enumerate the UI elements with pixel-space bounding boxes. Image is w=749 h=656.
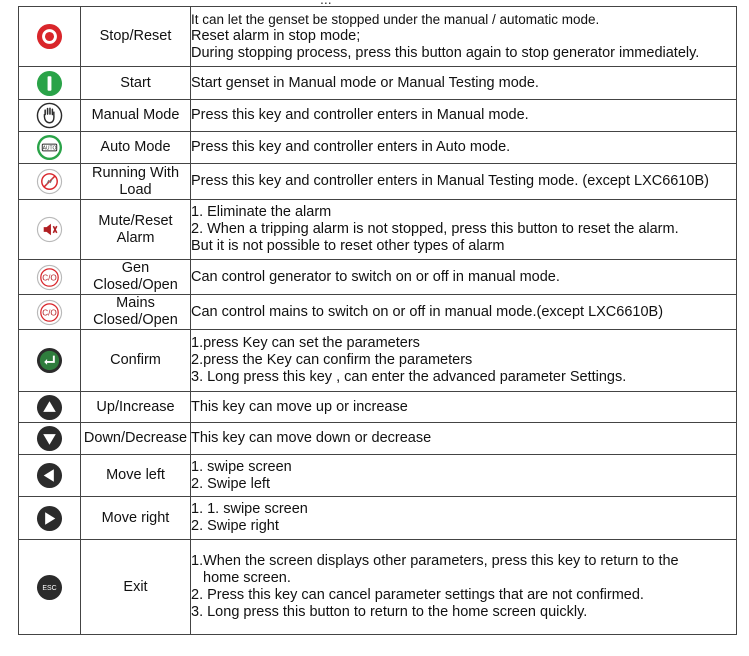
key-description: Press this key and controller enters in Auto mode. [191, 132, 737, 164]
table-row [19, 392, 737, 423]
key-name: Move left [81, 455, 191, 497]
gen-co-icon-label: C/O [42, 273, 57, 283]
key-name: Manual Mode [81, 100, 191, 132]
manual-hand-icon [36, 102, 63, 129]
mains-co-icon [36, 299, 63, 326]
key-name: Down/Decrease [81, 423, 191, 455]
key-description: 1. Eliminate the alarm 2. When a tripping alarm is not stopped, press this button to reset the alarm. But it is not possible to reset other types of alarm [191, 200, 737, 260]
table-row [19, 330, 737, 392]
table-row [19, 260, 737, 295]
key-name: Up/Increase [81, 392, 191, 423]
key-name: Mute/Reset Alarm [81, 200, 191, 260]
key-name: Confirm [81, 330, 191, 392]
down-arrow-icon [36, 425, 63, 452]
key-description: Can control mains to switch on or off in manual mode.(except LXC6610B) [191, 295, 737, 330]
key-name: Start [81, 67, 191, 100]
auto-mode-icon [36, 134, 63, 161]
confirm-enter-icon [36, 347, 63, 374]
key-description: Press this key and controller enters in Manual mode. [191, 100, 737, 132]
key-description: 1.press Key can set the parameters 2.press the Key can confirm the parameters 3. Long press this key , can enter the advanced parameter Settings. [191, 330, 737, 392]
key-name: Exit [81, 540, 191, 635]
gen-co-icon [36, 264, 63, 291]
right-arrow-icon [36, 505, 63, 532]
key-description: 1.When the screen displays other parameters, press this key to return to the home screen. 2. Press this key can cancel parameter settings that are not confirmed. 3. Long press this button to return to the home screen quickly. [191, 540, 737, 635]
icon-cell [19, 7, 81, 67]
key-function-table [18, 6, 737, 635]
table-row [19, 423, 737, 455]
key-name: Gen Closed/Open [81, 260, 191, 295]
key-description: Press this key and controller enters in Manual Testing mode. (except LXC6610B) [191, 164, 737, 200]
key-name: Auto Mode [81, 132, 191, 164]
table-row [19, 200, 737, 260]
key-name: Running With Load [81, 164, 191, 200]
key-description: This key can move down or decrease [191, 423, 737, 455]
key-description: Start genset in Manual mode or Manual Testing mode. [191, 67, 737, 100]
table-row [19, 455, 737, 497]
key-description: It can let the genset be stopped under the manual / automatic mode. Reset alarm in stop mode; During stopping process, press this button again to stop generator immediately. [191, 7, 737, 67]
table-row [19, 100, 737, 132]
running-with-load-icon [36, 168, 63, 195]
key-name: Mains Closed/Open [81, 295, 191, 330]
key-name: Stop/Reset [81, 7, 191, 67]
table-row [19, 497, 737, 540]
key-description: 1. 1. swipe screen 2. Swipe right [191, 497, 737, 540]
key-description: 1. swipe screen 2. Swipe left [191, 455, 737, 497]
key-description: This key can move up or increase [191, 392, 737, 423]
start-icon [36, 70, 63, 97]
svg-text:AUTO: AUTO [42, 145, 57, 152]
mute-reset-alarm-icon [36, 216, 63, 243]
table-row [19, 67, 737, 100]
left-arrow-icon [36, 462, 63, 489]
table-row [19, 540, 737, 635]
key-name: Move right [81, 497, 191, 540]
table-row [19, 7, 737, 67]
key-description: Can control generator to switch on or off in manual mode. [191, 260, 737, 295]
table-row [19, 132, 737, 164]
esc-icon-label: ESC [42, 584, 57, 592]
mains-co-icon-label: C/O [42, 308, 57, 318]
stop-reset-icon [36, 23, 63, 50]
esc-icon [36, 574, 63, 601]
table-row [19, 295, 737, 330]
table-row [19, 164, 737, 200]
up-arrow-icon [36, 394, 63, 421]
